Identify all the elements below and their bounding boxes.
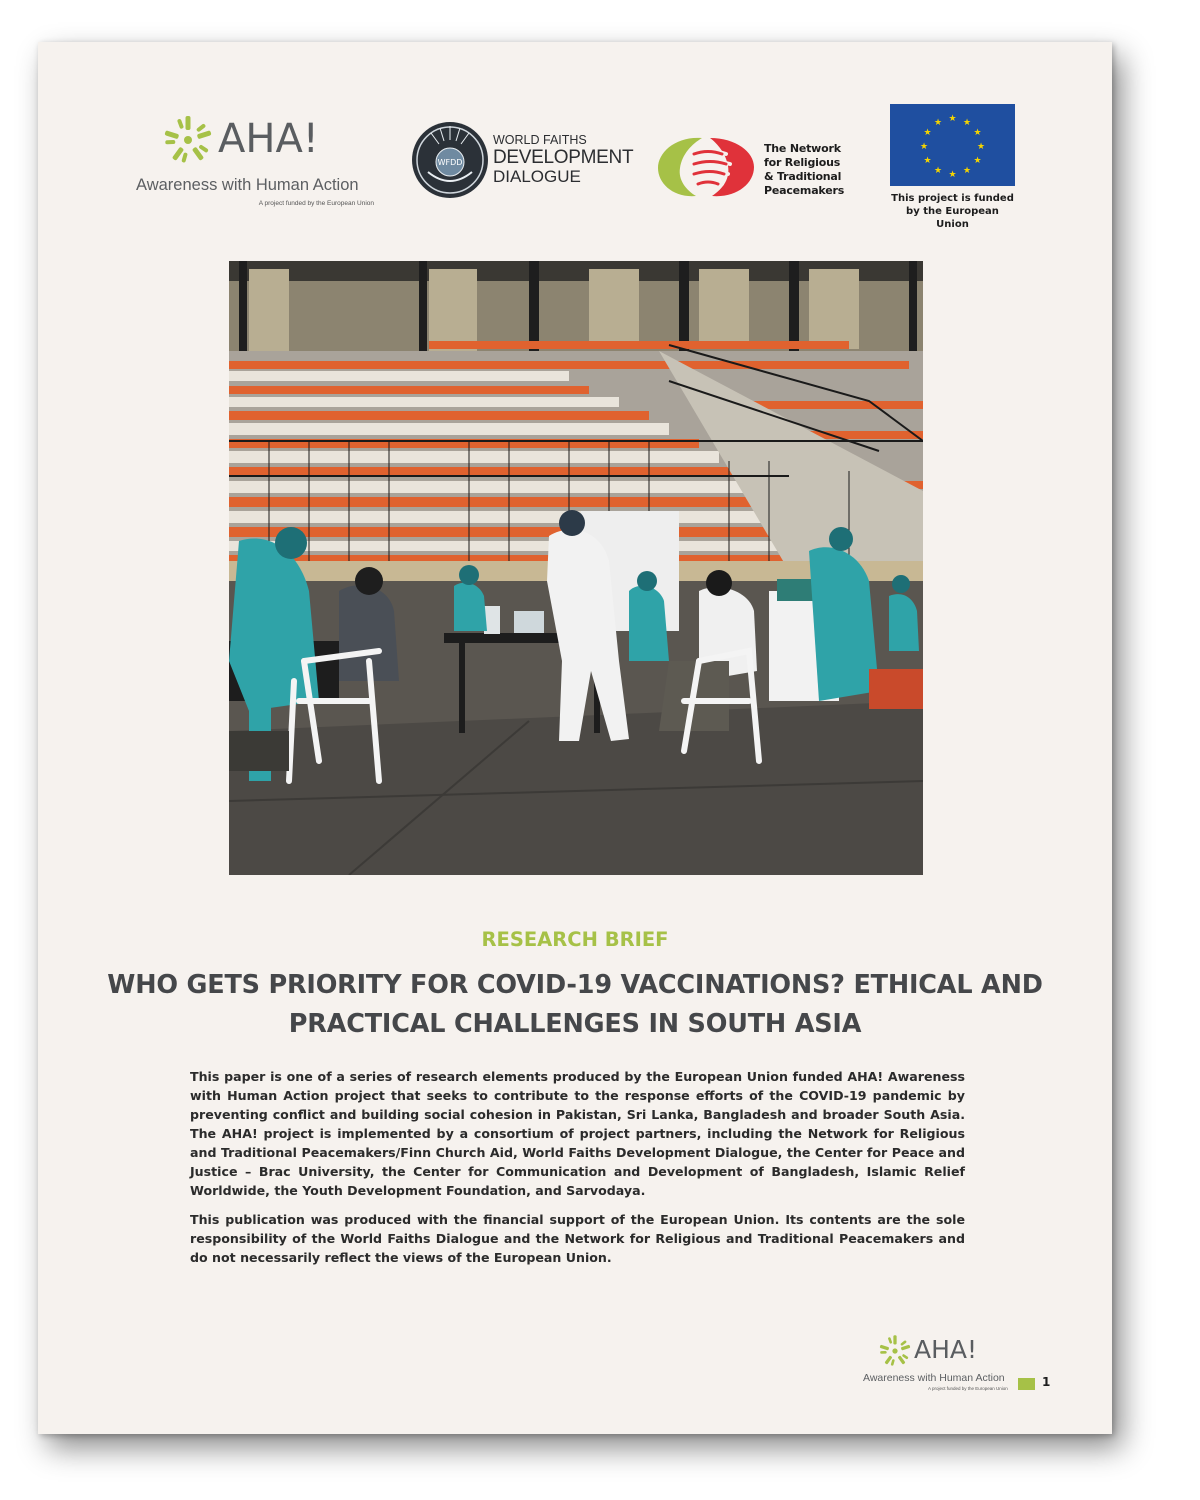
wfdd-line-3: DIALOGUE (493, 166, 581, 186)
eu-flag-icon (890, 104, 1015, 186)
svg-text:★: ★ (933, 118, 943, 128)
svg-text:★: ★ (976, 142, 986, 152)
wfdd-line-1: WORLD FAITHS (493, 133, 587, 147)
aha-burst-icon (162, 114, 214, 166)
svg-text:★: ★ (948, 114, 957, 124)
svg-text:★: ★ (923, 128, 932, 138)
vaccination-photo (229, 261, 923, 875)
page-number-marker (1018, 1378, 1035, 1390)
footer-aha-logo (860, 1334, 1060, 1404)
page-number: 1 (1042, 1375, 1051, 1389)
svg-text:★: ★ (973, 128, 982, 138)
svg-text:★: ★ (923, 156, 932, 166)
network-line-1: The Network (764, 142, 841, 155)
eu-logo (890, 104, 1016, 230)
eu-caption-2: by the European Union (906, 206, 999, 230)
document-title (78, 966, 1072, 1044)
wfdd-logo (410, 120, 634, 204)
svg-text:★: ★ (933, 166, 943, 176)
svg-text:★: ★ (919, 142, 929, 152)
body-paragraph-2: This publication was produced with the financial support of the European Union. Its contents are the sole responsibility of the World Faiths Dialogue and the Network for Religious and Traditional Peacemakers and do not necessarily reflect the views of the European Union. (190, 1212, 965, 1265)
wfdd-line-2: DEVELOPMENT (493, 146, 634, 168)
svg-text:★: ★ (973, 156, 982, 166)
footer-aha-tagline: Awareness with Human Action (863, 1372, 1005, 1384)
svg-text:★: ★ (962, 118, 972, 128)
vaccination-center-image (229, 261, 923, 875)
title-line-2: PRACTICAL CHALLENGES IN SOUTH ASIA (288, 1009, 862, 1039)
document-page (38, 42, 1112, 1434)
body-paragraph-1: This paper is one of a series of research elements produced by the European Union funded AHA! Awareness with Human Action project that seeks to contribute to the response efforts of the COVID-19 pandemic by preventing conflict and building social cohesion in Pakistan, Sri Lanka, Bangladesh and broader South Asia. The AHA! project is implemented by a consortium of project partners, including the Network for Religious and Traditional Peacemakers/Finn Church Aid, World Faiths Development Dialogue, the Center for Peace and Justice – Brac University, the Center for Communication and Development of Bangladesh, Islamic Relief Worldwide, the Youth Development Foundation, and Sarvodaya. (190, 1069, 965, 1198)
aha-logo (136, 114, 376, 214)
document-body (190, 1067, 965, 1277)
title-line-1: WHO GETS PRIORITY FOR COVID-19 VACCINATIONS? ETHICAL AND (107, 970, 1043, 1000)
wfdd-inner-text: WFDD (437, 158, 463, 167)
network-line-3: & Traditional (764, 170, 842, 183)
svg-text:★: ★ (962, 166, 972, 176)
clasped-hands-icon (656, 134, 756, 200)
network-line-2: for Religious (764, 156, 841, 169)
footer-aha-burst-icon (878, 1334, 912, 1368)
network-logo (656, 134, 846, 204)
aha-tagline: Awareness with Human Action (136, 176, 359, 194)
aha-funded-note: A project funded by the European Union (258, 200, 374, 207)
footer-aha-wordmark: AHA! (914, 1335, 978, 1364)
network-line-4: Peacemakers (764, 184, 845, 197)
eu-caption-1: This project is funded (891, 193, 1014, 204)
footer-aha-funded-note: A project funded by the European Union (928, 1386, 1008, 1391)
wfdd-globe-icon (410, 120, 490, 200)
research-brief-label: RESEARCH BRIEF (481, 928, 669, 951)
svg-text:★: ★ (948, 170, 957, 180)
aha-wordmark: AHA! (218, 116, 319, 162)
